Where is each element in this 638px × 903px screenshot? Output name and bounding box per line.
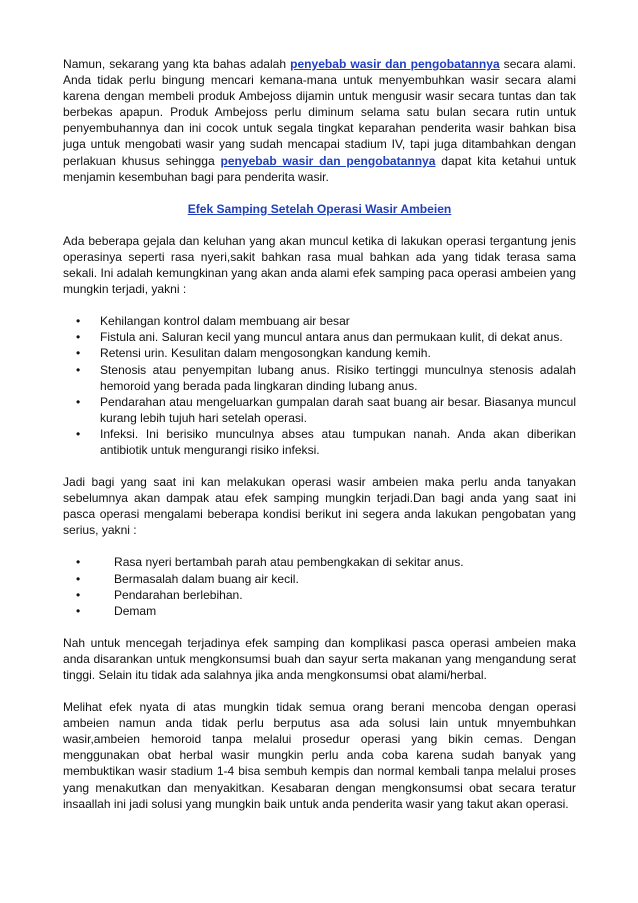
list-item-text: Kehilangan kontrol dalam membuang air besar: [100, 314, 350, 329]
section-heading-link[interactable]: Efek Samping Setelah Operasi Wasir Ambeien: [187, 201, 452, 216]
list-item-text: Demam: [114, 603, 157, 618]
list-item-text: Retensi urin. Kesulitan dalam mengosongkan kandung kemih.: [100, 346, 431, 361]
penyebab-wasir-link-2[interactable]: penyebab wasir dan pengobatannya: [220, 153, 436, 168]
bullet-icon: •: [76, 346, 81, 361]
list-item-text: Stenosis atau penyempitan lubang anus. Risiko tertinggi munculnya stenosis adalah hemoroid yang berada pada lingkaran dinding lubang anus.: [100, 362, 576, 393]
list-item: [63, 426, 576, 458]
list-item: [63, 313, 576, 329]
bullet-icon: •: [76, 362, 81, 377]
side-effects-intro: Ada beberapa gejala dan keluhan yang akan muncul ketika di lakukan operasi tergantung jenis operasinya seperti rasa nyeri,sakit bahkan rasa mual bahkan ada yang tidak terasa sama sekali. Ini adalah kemungkinan yang akan anda alami efek samping paca operasi ambeien yang mungkin terjadi, yakni :: [63, 233, 576, 297]
list-item-text: Fistula ani. Saluran kecil yang muncul antara anus dan permukaan kulit, di dekat anus.: [100, 330, 563, 345]
list-item-text: Infeksi. Ini berisiko munculnya abses atau tumpukan nanah. Anda akan diberikan antibiotik untuk mengurangi risiko infeksi.: [100, 426, 576, 457]
bullet-icon: •: [76, 314, 81, 329]
list-item-text: Rasa nyeri bertambah parah atau pembengkakan di sekitar anus.: [114, 555, 464, 570]
document-page: [63, 56, 576, 812]
list-item: [63, 394, 576, 426]
list-item: [63, 571, 576, 587]
bullet-icon: •: [76, 426, 81, 441]
post-op-paragraph: Jadi bagi yang saat ini kan melakukan operasi wasir ambeien maka perlu anda tanyakan sebelumnya akan dampak atau efek samping mungkin terjadi.Dan bagi anda yang saat ini pasca operasi mengalami beberapa kondisi berikut ini segera anda lakukan pengobatan yang serius, yakni :: [63, 475, 576, 538]
intro-paragraph: [63, 56, 576, 185]
intro-text-2: secara alami. Anda tidak perlu bingung mencari kemana-mana untuk menyembuhkan wasir secara alami karena dengan membeli produk Ambejoss dijamin untuk mengusir wasir secara tuntas dan tak berbekas apapun. Produk Ambejoss perlu diminum selama satu bulan secara rutin untuk penyembuhannya dan ini cocok untuk segala tingkat keparahan penderita wasir bahkan bisa juga untuk mengobati wasir yang sudah mencapai stadium IV, tapi juga ditambahkan dengan perlakuan khusus sehingga: [63, 57, 576, 168]
list-item: [63, 345, 576, 361]
list-item: [63, 603, 576, 619]
bullet-icon: •: [76, 394, 81, 409]
herbal-solution-paragraph: Melihat efek nyata di atas mungkin tidak semua orang berani mencoba dengan operasi ambeien namun anda tidak perlu berputus asa ada solusi lain untuk mnyembuhkan wasir,ambeien hemoroid tanpa melalui prosedur operasi yang bikin cemas. Dengan menggunakan obat herbal wasir mungkin perlu anda coba karena sudah banyak yang membuktikan wasir stadium 1-4 bisa sembuh kempis dan normal kembali tanpa melalui proses yang menakutkan dan menyakitkan. Kesabaran dengan mengkonsumsi obat secara teratur insaallah ini jadi solusi yang mungkin baik untuk anda penderita wasir yang takut akan operasi.: [63, 700, 576, 811]
list-item-text: Pendarahan berlebihan.: [114, 587, 243, 602]
intro-text-3: dapat kita ketahui untuk menjamin kesembuhan bagi para penderita wasir.: [63, 153, 576, 184]
list-item-text: Pendarahan atau mengeluarkan gumpalan darah saat buang air besar. Biasanya muncul kurang lebih tujuh hari setelah operasi.: [100, 394, 576, 425]
list-item-text: Bermasalah dalam buang air kecil.: [114, 571, 299, 586]
list-item: [63, 329, 576, 345]
bullet-icon: •: [76, 555, 81, 570]
side-effects-list: [63, 313, 576, 458]
list-item: [63, 554, 576, 570]
bullet-icon: •: [76, 330, 81, 345]
intro-text-1: Namun, sekarang yang kta bahas adalah: [63, 57, 291, 71]
bullet-icon: •: [76, 571, 81, 586]
penyebab-wasir-link-1[interactable]: penyebab wasir dan pengobatannya: [290, 57, 500, 71]
post-op-conditions-list: [63, 554, 576, 618]
list-item: [63, 362, 576, 394]
bullet-icon: •: [76, 603, 81, 618]
bullet-icon: •: [76, 587, 81, 602]
section-heading: [63, 201, 576, 217]
prevention-paragraph: Nah untuk mencegah terjadinya efek samping dan komplikasi pasca operasi ambeien maka anda disarankan untuk mengkonsumsi buah dan sayur serta makanan yang mengandung serat tinggi. Selain itu tidak ada salahnya jika anda mengkonsumsi obat alami/herbal.: [63, 635, 576, 682]
list-item: [63, 587, 576, 603]
